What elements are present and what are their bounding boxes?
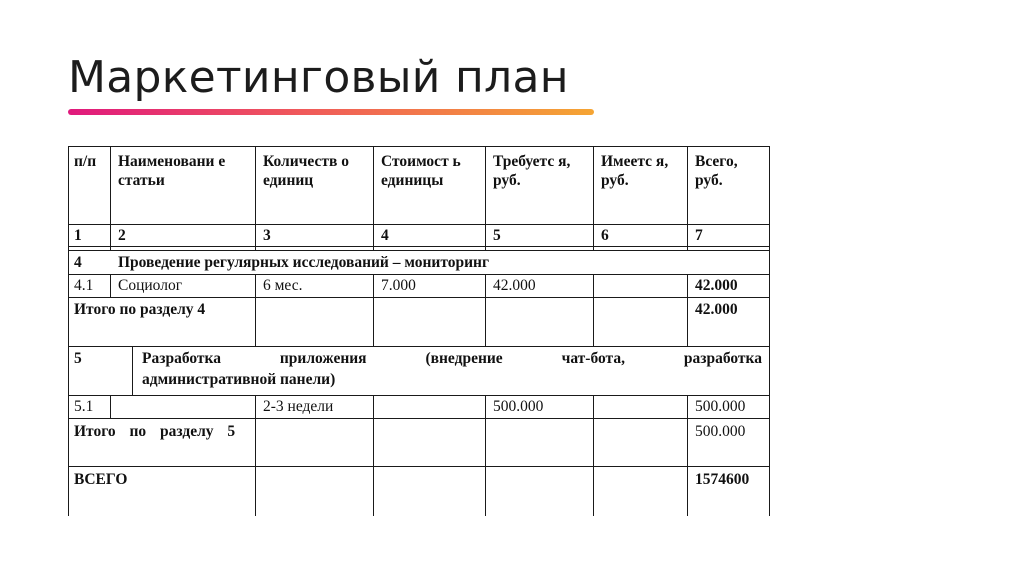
- table-cell: 42.000: [493, 277, 536, 294]
- table-rule: [110, 395, 111, 418]
- table-rule: [687, 146, 688, 250]
- table-rule: [687, 395, 688, 516]
- grand-total-value: 1574600: [695, 471, 750, 488]
- table-rule: [68, 466, 770, 467]
- table-cell: 5.1: [74, 398, 94, 415]
- subtotal-label: Итого по разделу 5: [74, 423, 236, 440]
- table-cell: 6 мес.: [263, 277, 303, 294]
- header-cell: Стоимост ь единицы: [381, 153, 461, 189]
- table-cell: Социолог: [118, 277, 183, 294]
- table-rule: [255, 146, 256, 250]
- table-rule: [68, 250, 770, 251]
- table-rule: [68, 346, 770, 347]
- section-number: 4: [74, 254, 82, 271]
- table-cell: 7.000: [381, 277, 416, 294]
- header-cell: п/п: [74, 153, 97, 170]
- table-rule: [110, 146, 111, 250]
- table-rule: [593, 274, 594, 346]
- section-number: 5: [74, 350, 82, 367]
- column-number: 7: [695, 227, 703, 244]
- column-number: 4: [381, 227, 389, 244]
- table-rule: [110, 274, 111, 297]
- section-title: Проведение регулярных исследований – мониторинг: [118, 254, 490, 271]
- table-rule: [485, 395, 486, 516]
- table-cell: 500.000: [493, 398, 544, 415]
- column-number: 6: [601, 227, 609, 244]
- table-rule: [373, 395, 374, 516]
- header-cell: Всего, руб.: [695, 153, 738, 189]
- column-number: 5: [493, 227, 501, 244]
- column-number: 2: [118, 227, 126, 244]
- table-rule: [68, 146, 770, 147]
- subtotal-value: 500.000: [695, 423, 746, 440]
- section-title: Разработка приложения (внедрение чат-бота, разработка: [142, 350, 762, 367]
- table-cell: 2-3 недели: [263, 398, 334, 415]
- header-cell: Требуетс я, руб.: [493, 153, 571, 189]
- table-rule: [255, 274, 256, 346]
- table-rule: [373, 274, 374, 346]
- table-rule: [769, 146, 770, 516]
- table-cell: 500.000: [695, 398, 746, 415]
- column-number: 3: [263, 227, 271, 244]
- table-rule: [68, 418, 770, 419]
- page-title: Маркетинговый план: [68, 52, 569, 103]
- table-rule: [68, 395, 770, 396]
- table-rule: [68, 146, 69, 516]
- table-rule: [68, 224, 770, 225]
- marketing-plan-table: [68, 146, 774, 516]
- table-rule: [68, 274, 770, 275]
- table-rule: [68, 297, 770, 298]
- table-rule: [687, 274, 688, 346]
- grand-total-label: ВСЕГО: [74, 471, 128, 488]
- table-cell: 42.000: [695, 277, 738, 294]
- table-rule: [593, 395, 594, 516]
- subtotal-label: Итого по разделу 4: [74, 301, 206, 318]
- table-rule: [593, 146, 594, 250]
- table-rule: [485, 146, 486, 250]
- section-title: административной панели): [142, 371, 336, 388]
- header-cell: Имеетс я, руб.: [601, 153, 669, 189]
- table-rule: [255, 395, 256, 516]
- table-rule: [132, 346, 133, 395]
- table-rule: [485, 274, 486, 346]
- table-cell: 4.1: [74, 277, 94, 294]
- subtotal-value: 42.000: [695, 301, 738, 318]
- header-cell: Наименовани е статьи: [118, 153, 226, 189]
- title-underline: [68, 109, 594, 115]
- table-rule: [373, 146, 374, 250]
- table-rule: [68, 246, 770, 247]
- header-cell: Количеств о единиц: [263, 153, 349, 189]
- column-number: 1: [74, 227, 82, 244]
